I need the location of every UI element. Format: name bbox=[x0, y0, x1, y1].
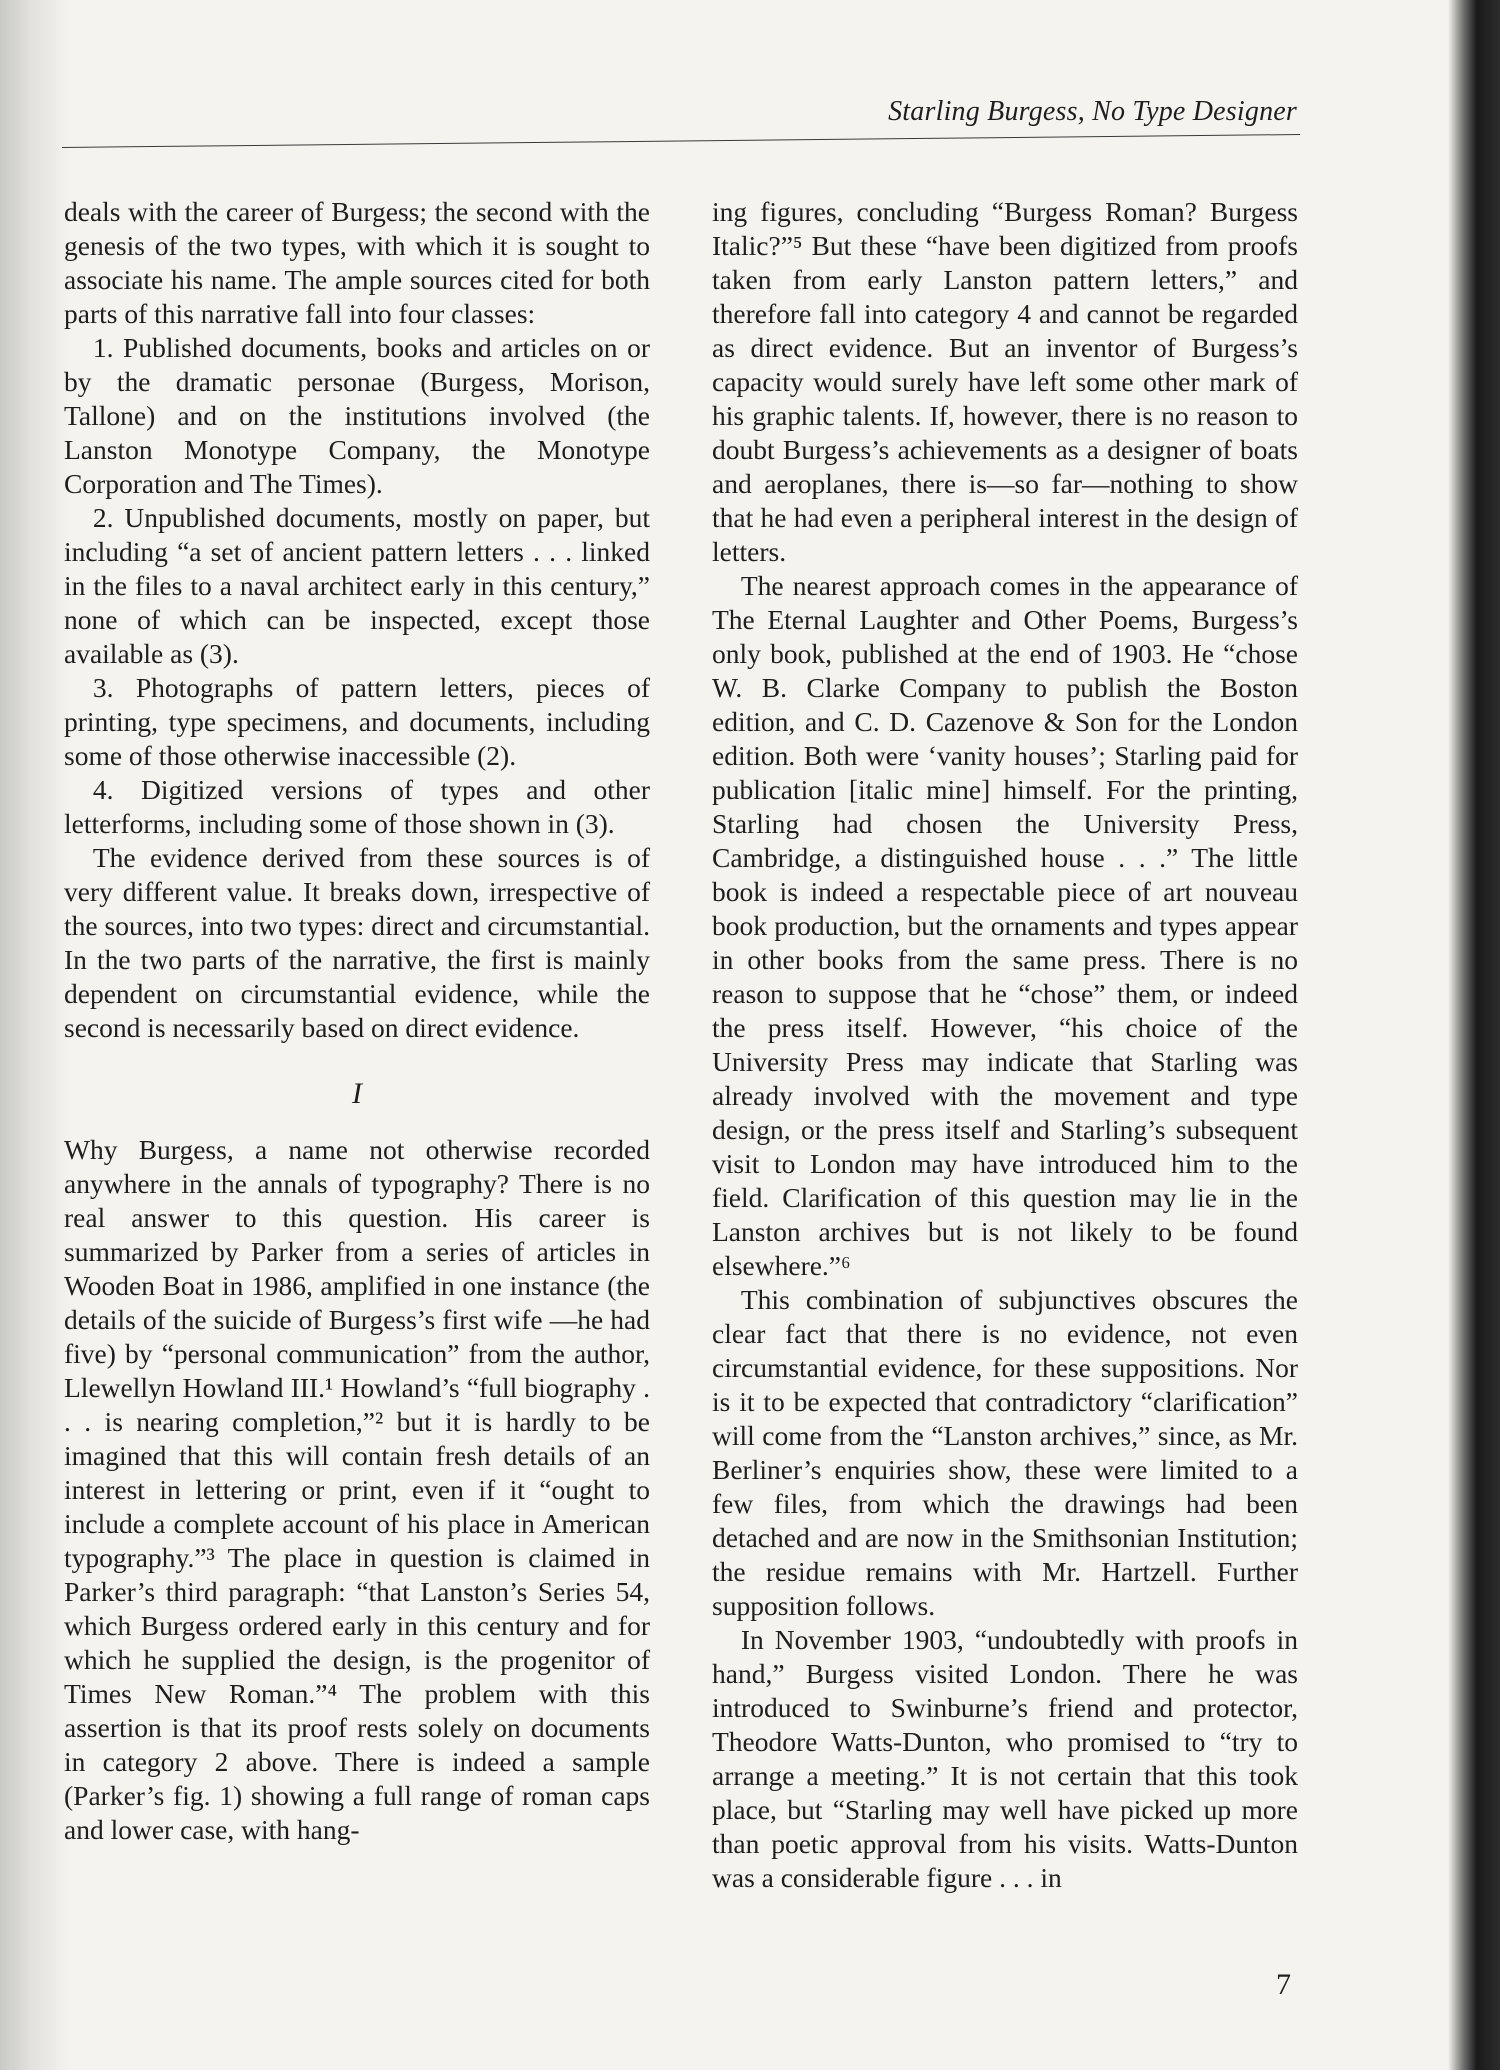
list-item-2: 2. Unpublished documents, mostly on paper, but including “a set of ancient pattern letters . . . linked in the files to a naval architect early in this century,” none of which can be inspected, except those available as (3). bbox=[64, 502, 650, 669]
paragraph: The nearest approach comes in the appearance of The Eternal Laughter and Other Poems, Burgess’s only book, published at the end of 1903. He “chose W. B. Clarke Company to publish the Boston edition, and C. D. Cazenove & Son for the London edition. Both were ‘vanity houses’; Starling paid for publication [italic mine] himself. For the printing, Starling had chosen the University Press, Cambridge, a distinguished house . . .” The little book is indeed a respectable piece of art nouveau book production, but the ornaments and types appear in other books from the same press. There is no reason to suppose that he “chose” them, or indeed the press itself. However, “his choice of the University Press may indicate that Starling was already involved with the movement and type design, or the press itself and Starling’s subsequent visit to London may have introduced him to the field. Clarification of this question may lie in the Lanston archives but is not likely to be found elsewhere.”⁶ bbox=[712, 570, 1298, 1281]
left-column bbox=[64, 195, 650, 1847]
page-number: 7 bbox=[1276, 1968, 1291, 2001]
paragraph: The evidence derived from these sources is of very different value. It breaks down, irrespective of the sources, into two types: direct and circumstantial. In the two parts of the narrative, the first is mainly dependent on circumstantial evidence, while the second is necessarily based on direct evidence. bbox=[64, 842, 650, 1043]
list-item-4: 4. Digitized versions of types and other letterforms, including some of those shown in (3). bbox=[64, 774, 650, 839]
paragraph: ing figures, concluding “Burgess Roman? Burgess Italic?”⁵ But these “have been digitized from proofs taken from early Lanston pattern letters,” and therefore fall into category 4 and cannot be regarded as direct evidence. But an inventor of Burgess’s capacity would surely have left some other mark of his graphic talents. If, however, there is no reason to doubt Burgess’s achievements as a designer of boats and aeroplanes, there is—so far—nothing to show that he had even a peripheral interest in the design of letters. bbox=[712, 196, 1298, 567]
list-item-3: 3. Photographs of pattern letters, pieces of printing, type specimens, and documents, including some of those otherwise inaccessible (2). bbox=[64, 672, 650, 771]
paragraph: Why Burgess, a name not otherwise recorded anywhere in the annals of typography? There is no real answer to this question. His career is summarized by Parker from a series of articles in Wooden Boat in 1986, amplified in one instance (the details of the suicide of Burgess’s first wife —he had five) by “personal communication” from the author, Llewellyn Howland III.¹ Howland’s “full biography . . . is nearing completion,”² but it is hardly to be imagined that this will contain fresh details of an interest in lettering or print, even if it “ought to include a complete account of his place in American typography.”³ The place in question is claimed in Parker’s third paragraph: “that Lanston’s Series 54, which Burgess ordered early in this century and for which he supplied the design, is the progenitor of Times New Roman.”⁴ The problem with this assertion is that its proof rests solely on documents in category 2 above. There is indeed a sample (Parker’s fig. 1) showing a full range of roman caps and lower case, with hang- bbox=[64, 1134, 650, 1845]
paragraph: In November 1903, “undoubtedly with proofs in hand,” Burgess visited London. There he was introduced to Swinburne’s friend and protector, Theodore Watts-Dunton, who promised to “try to arrange a meeting.” It is not certain that this took place, but “Starling may well have picked up more than poetic approval from his visits. Watts-Dunton was a considerable figure . . . in bbox=[712, 1624, 1298, 1893]
paragraph: This combination of subjunctives obscures the clear fact that there is no evidence, not even circumstantial evidence, for these suppositions. Nor is it to be expected that contradictory “clarification” will come from the “Lanston archives,” since, as Mr. Berliner’s enquiries show, these were limited to a few files, from which the drawings had been detached and are now in the Smithsonian Institution; the residue remains with Mr. Hartzell. Further supposition follows. bbox=[712, 1284, 1298, 1621]
binding-shadow-left bbox=[0, 0, 70, 2070]
header-rule bbox=[62, 134, 1300, 148]
running-head: Starling Burgess, No Type Designer bbox=[888, 96, 1297, 127]
right-column bbox=[712, 195, 1298, 1895]
list-item-1: 1. Published documents, books and articles on or by the dramatic personae (Burgess, Morison, Tallone) and on the institutions involved (the Lanston Monotype Company, the Monotype Corporation and The Times). bbox=[64, 332, 650, 499]
paragraph: deals with the career of Burgess; the second with the genesis of the two types, with which it is sought to associate his name. The ample sources cited for both parts of this narrative fall into four classes: bbox=[64, 196, 650, 329]
binding-shadow-right bbox=[1448, 0, 1500, 2070]
section-heading: I bbox=[352, 1077, 362, 1110]
